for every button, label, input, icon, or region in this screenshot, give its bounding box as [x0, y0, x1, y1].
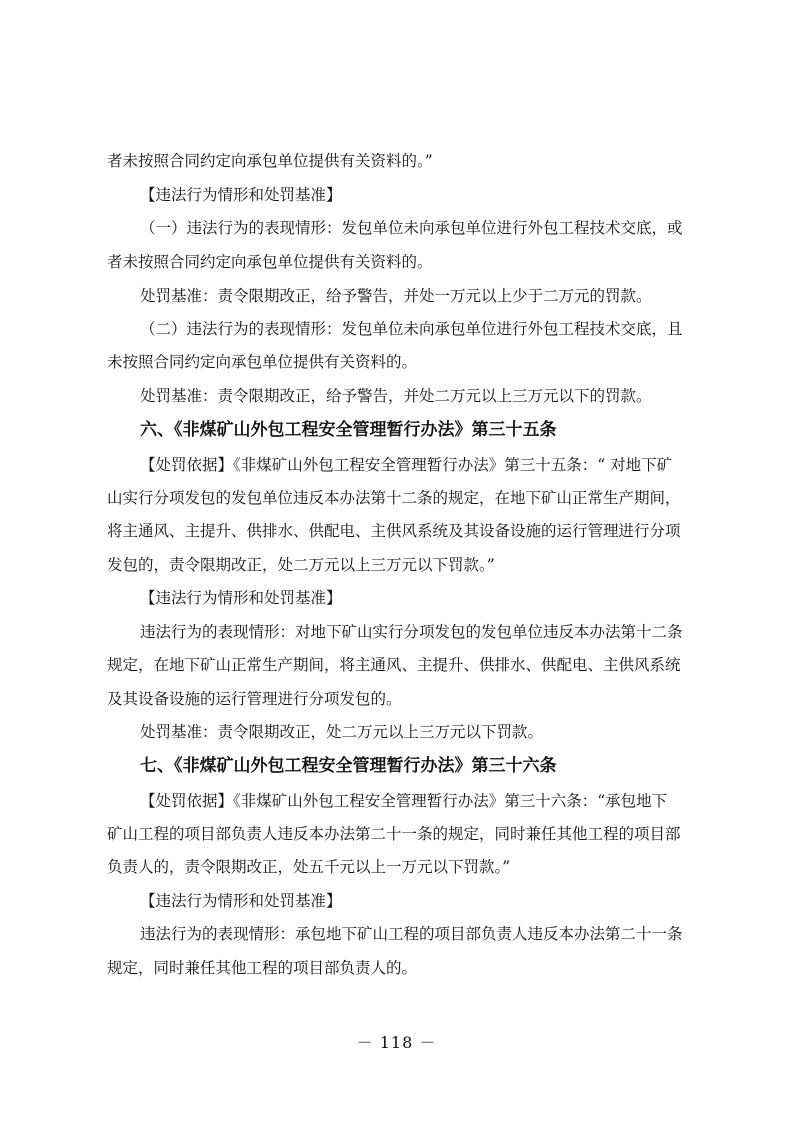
section-label: 【违法行为情形和处罚基准】 — [140, 186, 342, 204]
paragraph-line: 规定，同时兼任其他工程的项目部负责人的。 — [107, 959, 418, 977]
paragraph-line: （二）违法行为的表现情形：发包单位未向承包单位进行外包工程技术交底，且 — [140, 320, 683, 338]
paragraph-line: 【处罚依据】《非煤矿山外包工程安全管理暂行办法》第三十六条：“承包地下 — [140, 792, 668, 810]
paragraph-line: 者未按照合同约定向承包单位提供有关资料的。” — [107, 152, 433, 170]
paragraph-line: 将主通风、主提升、供排水、供配电、主供风系统及其设备设施的运行管理进行分项 — [107, 522, 681, 540]
section-label: 【违法行为情形和处罚基准】 — [140, 892, 342, 910]
page-number: － 118 － — [356, 1033, 437, 1052]
paragraph-line: 者未按照合同约定向承包单位提供有关资料的。 — [107, 253, 433, 271]
section-heading: 七、《非煤矿山外包工程安全管理暂行办法》第三十六条 — [140, 756, 557, 776]
paragraph-line: 处罚基准：责令限期改正，处二万元以上三万元以下罚款。 — [140, 723, 544, 741]
paragraph-line: 【处罚依据】《非煤矿山外包工程安全管理暂行办法》第三十五条：“ 对地下矿 — [140, 456, 673, 474]
paragraph-line: 规定，在地下矿山正常生产期间，将主通风、主提升、供排水、供配电、主供风系统 — [107, 656, 681, 674]
paragraph-line: 矿山工程的项目部负责人违反本办法第二十一条的规定，同时兼任其他工程的项目部 — [107, 825, 681, 843]
paragraph-line: 负责人的，责令限期改正，处五千元以上一万元以下罚款。” — [107, 858, 511, 876]
paragraph-line: 未按照合同约定向承包单位提供有关资料的。 — [107, 353, 418, 371]
paragraph-line: 山实行分项发包的发包单位违反本办法第十二条的规定，在地下矿山正常生产期间， — [107, 489, 681, 507]
section-heading: 六、《非煤矿山外包工程安全管理暂行办法》第三十五条 — [140, 420, 557, 440]
paragraph-line: 处罚基准：责令限期改正，给予警告，并处一万元以上少于二万元的罚款。 — [140, 287, 652, 305]
paragraph-line: 违法行为的表现情形：承包地下矿山工程的项目部负责人违反本办法第二十一条 — [140, 925, 683, 943]
paragraph-line: （一）违法行为的表现情形：发包单位未向承包单位进行外包工程技术交底，或 — [140, 219, 683, 237]
paragraph-line: 处罚基准：责令限期改正，给予警告，并处二万元以上三万元以下的罚款。 — [140, 387, 652, 405]
paragraph-line: 及其设备设施的运行管理进行分项发包的。 — [107, 690, 402, 708]
paragraph-line: 发包的，责令限期改正，处二万元以上三万元以下罚款。” — [107, 556, 495, 574]
paragraph-line: 违法行为的表现情形：对地下矿山实行分项发包的发包单位违反本办法第十二条 — [140, 623, 683, 641]
section-label: 【违法行为情形和处罚基准】 — [140, 589, 342, 607]
